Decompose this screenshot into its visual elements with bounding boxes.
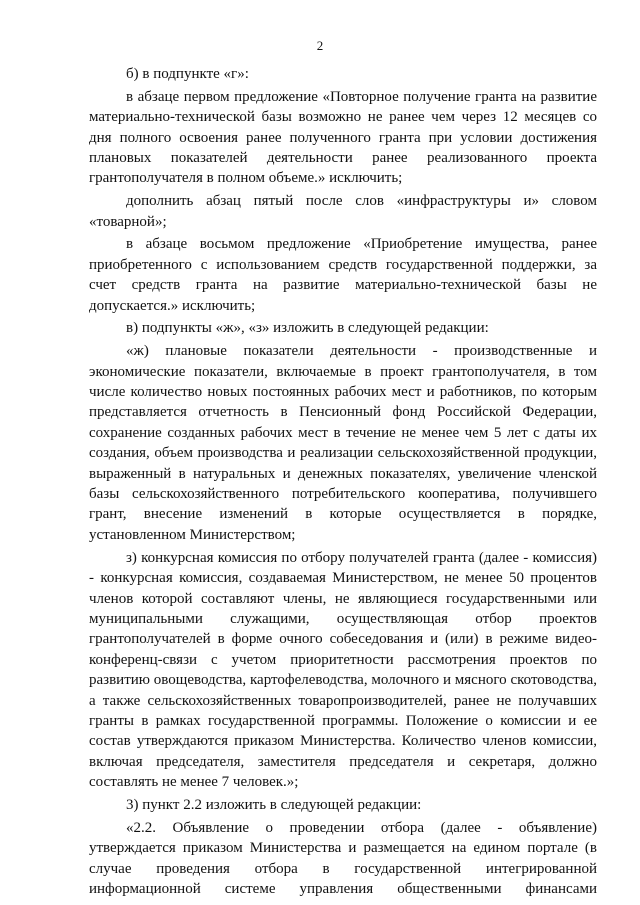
paragraph-planned-indicators: «ж) плановые показатели деятельности - производственные и экономические показатели, включаемые в проект грантополучателя, в том числе количество новых постоянных рабочих мест и работников, по которым представляется отчетность в Пенсионный фонд Российской Федерации, сохранение созданных рабочих мест в течение не менее чем 5 лет с даты их создания, объем производства и реализации сельскохозяйственной продукции, выраженный в натуральных и денежных показателях, увеличение членской базы сельскохозяйственного потребительского кооператива, получившего грант, внесение изменений в которые осуществляется в порядке, установленном Министерством; xyxy=(89,343,597,543)
paragraph-eighth-sentence-excluded: в абзаце восьмом предложение «Приобретение имущества, ранее приобретенного с использованием средств государственной поддержки, за счет средств гранта на развитие материально-технической базы не допускается.» исключить; xyxy=(89,236,597,314)
paragraph-fifth-supplement: дополнить абзац пятый после слов «инфраструктуры и» словом «товарной»; xyxy=(89,193,597,230)
document-body xyxy=(89,64,597,902)
paragraph-competition-commission: з) конкурсная комиссия по отбору получателей гранта (далее - комиссия) - конкурсная комиссия, создаваемая Министерством, не менее 50 процентов членов которой составляют члены, не являющиеся государственными или муниципальными служащими, осуществляющая отбор проектов грантополучателей в форме очного собеседования и (или) в режиме видео-конференц-связи с учетом приоритетности рассмотрения проектов по развитию овощеводства, картофелеводства, молочного и мясного скотоводства, а также сельскохозяйственных товаропроизводителей, ранее не получавших гранты в рамках государственной программы. Положение о комиссии и ее состав утверждаются приказом Министерства. Количество членов комиссии, включая председателя, заместителя председателя и секретаря, должно составлять не менее 7 человек.»; xyxy=(89,549,597,791)
paragraph-item-2-2: 3) пункт 2.2 изложить в следующей редакции: xyxy=(126,796,422,813)
paragraph-subitems-zh-z: в) подпункты «ж», «з» изложить в следующей редакции: xyxy=(126,320,489,337)
page-number: 2 xyxy=(316,38,324,53)
paragraph-subitem-g: б) в подпункте «г»: xyxy=(126,66,249,82)
paragraph-first-sentence-excluded: в абзаце первом предложение «Повторное получение гранта на развитие материально-технической базы возможно не ранее чем через 12 месяцев со дня полного освоения ранее полученного гранта при условии достижения плановых показателей деятельности ранее реализованного проекта грантополучателя в полном объеме.» исключить; xyxy=(89,88,597,187)
paragraph-announcement: «2.2. Объявление о проведении отбора (далее - объявление) утверждается приказом Министерства и размещается на едином портале (в случае проведения отбора в государственной интегрированной информационной системе управления общественными финансами xyxy=(89,819,597,897)
